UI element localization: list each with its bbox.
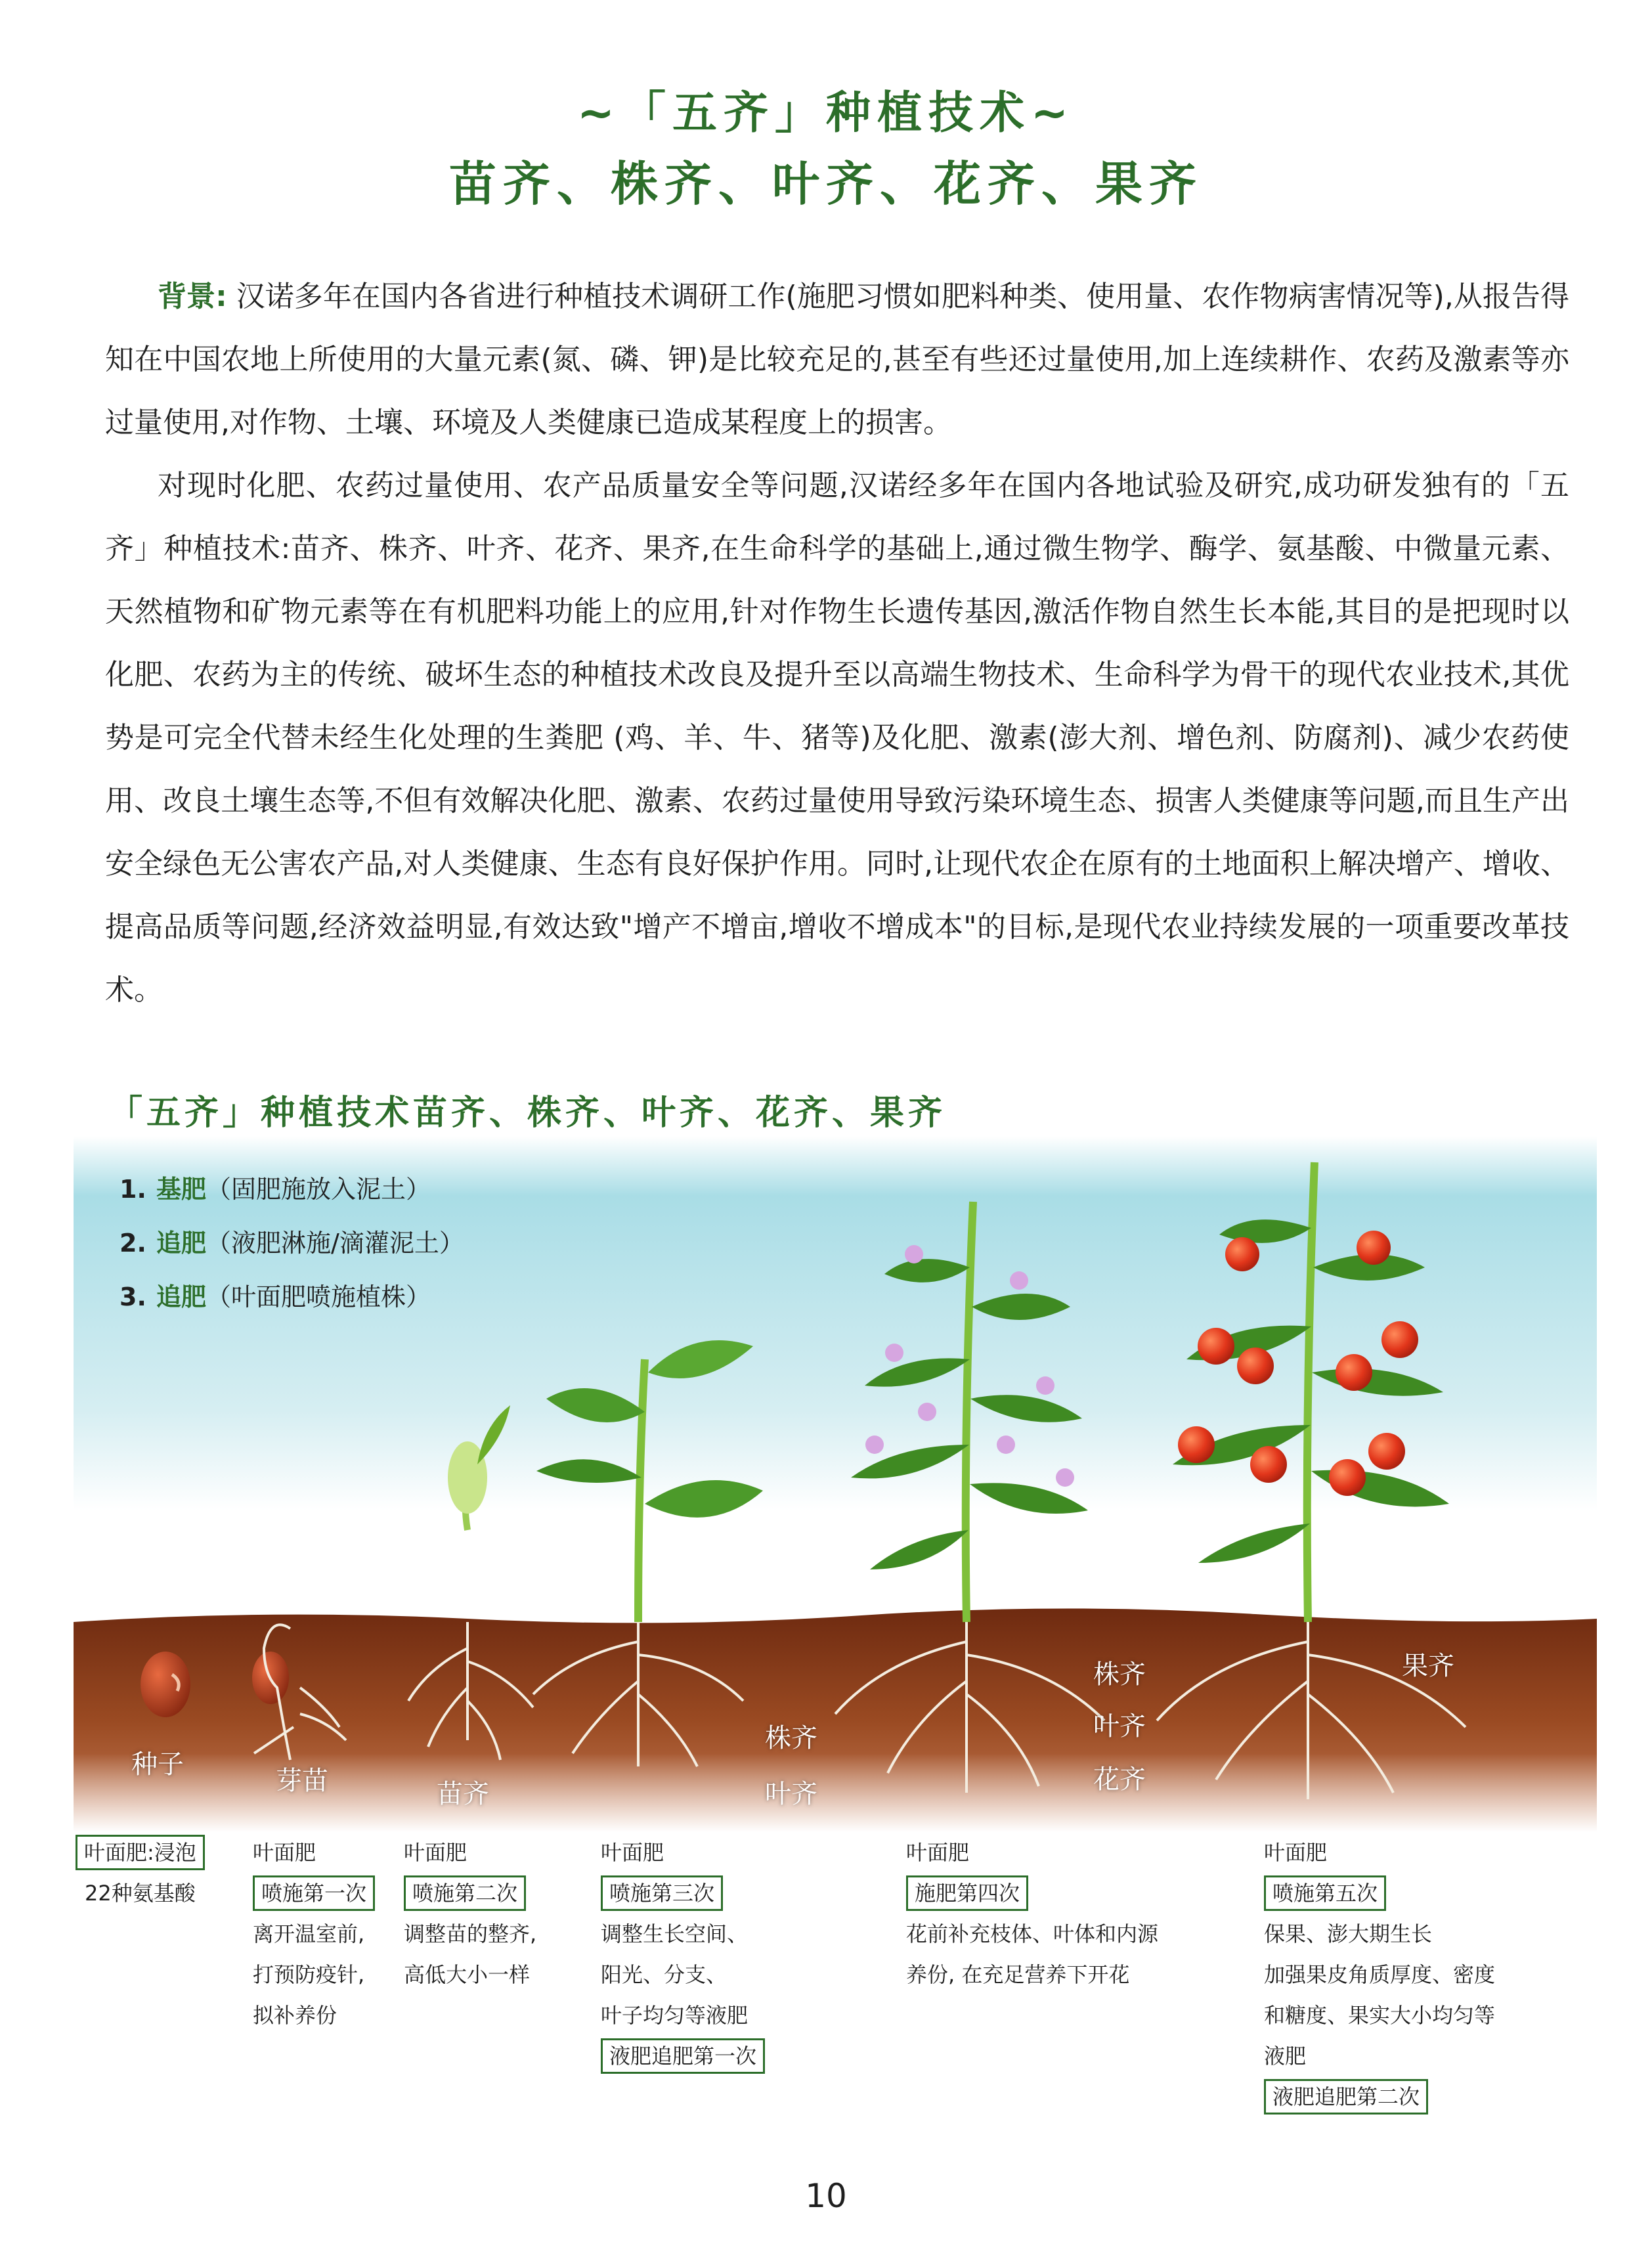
- note-stage-3-type: 叶面肥: [601, 1840, 664, 1865]
- note-stage-3-box-2: 液肥追肥第一次: [601, 2038, 765, 2074]
- stage-label-seedling: 苗齐: [437, 1779, 489, 1809]
- note-stage-5-box-2: 液肥追肥第二次: [1264, 2079, 1428, 2115]
- note-stage-1-type: 叶面肥: [253, 1840, 316, 1865]
- note-stage-3: 叶面肥 喷施第三次 调整生长空间、 阳光、分支、 叶子均匀等液肥 液肥追肥第一次: [601, 1832, 765, 2076]
- stage-label-flower: 花齐: [1093, 1764, 1146, 1795]
- legend-item-1: 1. 基肥（固肥施放入泥土）: [120, 1175, 431, 1204]
- stage-label-plant-a: 株齐: [765, 1723, 817, 1753]
- note-stage-5: 叶面肥 喷施第五次 保果、澎大期生长 加强果皮角质厚度、密度 和糖度、果实大小均匀等 液肥 液肥追肥第二次: [1264, 1832, 1495, 2117]
- note-seed-box: 叶面肥:浸泡: [76, 1835, 205, 1870]
- background-paragraph-1: [105, 265, 1569, 454]
- note-stage-4: 叶面肥 施肥第四次 花前补充枝体、叶体和内源 养份, 在充足营养下开花: [906, 1832, 1158, 1995]
- stage-label-leaf-b: 叶齐: [1093, 1711, 1146, 1742]
- note-stage-3-box: 喷施第三次: [601, 1875, 723, 1911]
- note-stage-2-box: 喷施第二次: [404, 1875, 526, 1911]
- note-stage-5-type: 叶面肥: [1264, 1840, 1328, 1865]
- note-stage-5-box: 喷施第五次: [1264, 1875, 1386, 1911]
- background-text-1: 汉诺多年在国内各省进行种植技术调研工作(施肥习惯如肥料种类、使用量、农作物病害情况等),从报告得知在中国农地上所使用的大量元素(氮、磷、钾)是比较充足的,甚至有些还过量使用,加上连续耕作、农药及激素等亦过量使用,对作物、土壤、环境及人类健康已造成某程度上的损害。: [105, 280, 1569, 439]
- note-seed: [76, 1832, 205, 1914]
- stage-label-leaf-a: 叶齐: [765, 1779, 817, 1809]
- section-heading: 「五齐」种植技术苗齐、株齐、叶齐、花齐、果齐: [108, 1093, 947, 1133]
- background-paragraph-2: 对现时化肥、农药过量使用、农产品质量安全等问题,汉诺经多年在国内各地试验及研究,成功研发独有的「五齐」种植技术:苗齐、株齐、叶齐、花齐、果齐,在生命科学的基础上,通过微生物学、酶学、氨基酸、中微量元素、天然植物和矿物元素等在有机肥料功能上的应用,针对作物生长遗传基因,激活作物自然生长本能,其目的是把现时以化肥、农药为主的传统、破坏生态的种植技术改良及提升至以高端生物技术、生命科学为骨干的现代农业技术,其优势是可完全代替未经生化处理的生粪肥 (鸡、羊、牛、猪等)及化肥、激素(澎大剂、增色剂、防腐剂)、减少农药使用、改良土壤生态等,不但有效解决化肥、激素、农药过量使用导致污染环境生态、损害人类健康等问题,而且生产出安全绿色无公害农产品,对人类健康、生态有良好保护作用。同时,让现代农企在原有的土地面积上解决增产、增收、提高品质等问题,经济效益明显,有效达致"增产不增亩,增收不增成本"的目标,是现代农业持续发展的一项重要改革技术。: [105, 469, 1569, 1007]
- background-label: 背景:: [158, 280, 227, 313]
- note-stage-2-type: 叶面肥: [404, 1840, 467, 1865]
- stage-label-seed: 种子: [131, 1749, 184, 1780]
- page-number: 10: [805, 2177, 847, 2215]
- seed-icon: [141, 1652, 190, 1717]
- page-title: ~「五齐」种植技术~: [577, 87, 1075, 139]
- stage-label-fruit: 果齐: [1402, 1651, 1454, 1681]
- note-seed-line: 22种氨基酸: [85, 1881, 196, 1906]
- legend-item-3: 3. 追肥（叶面肥喷施植株）: [120, 1282, 431, 1311]
- legend-item-2: 2. 追肥（液肥淋施/滴灌泥土）: [120, 1229, 464, 1258]
- page-subtitle: 苗齐、株齐、叶齐、花齐、果齐: [448, 156, 1203, 211]
- stage-label-sprout: 芽苗: [276, 1766, 328, 1796]
- note-stage-1-box: 喷施第一次: [253, 1875, 375, 1911]
- note-stage-2: 叶面肥 喷施第二次 调整苗的整齐, 高低大小一样: [404, 1832, 536, 1995]
- note-stage-1: 叶面肥 喷施第一次 离开温室前, 打预防疫针, 拟补养份: [253, 1832, 375, 2036]
- note-stage-4-box: 施肥第四次: [906, 1875, 1028, 1911]
- stage-label-plant-b: 株齐: [1093, 1659, 1146, 1690]
- note-stage-4-type: 叶面肥: [906, 1840, 970, 1865]
